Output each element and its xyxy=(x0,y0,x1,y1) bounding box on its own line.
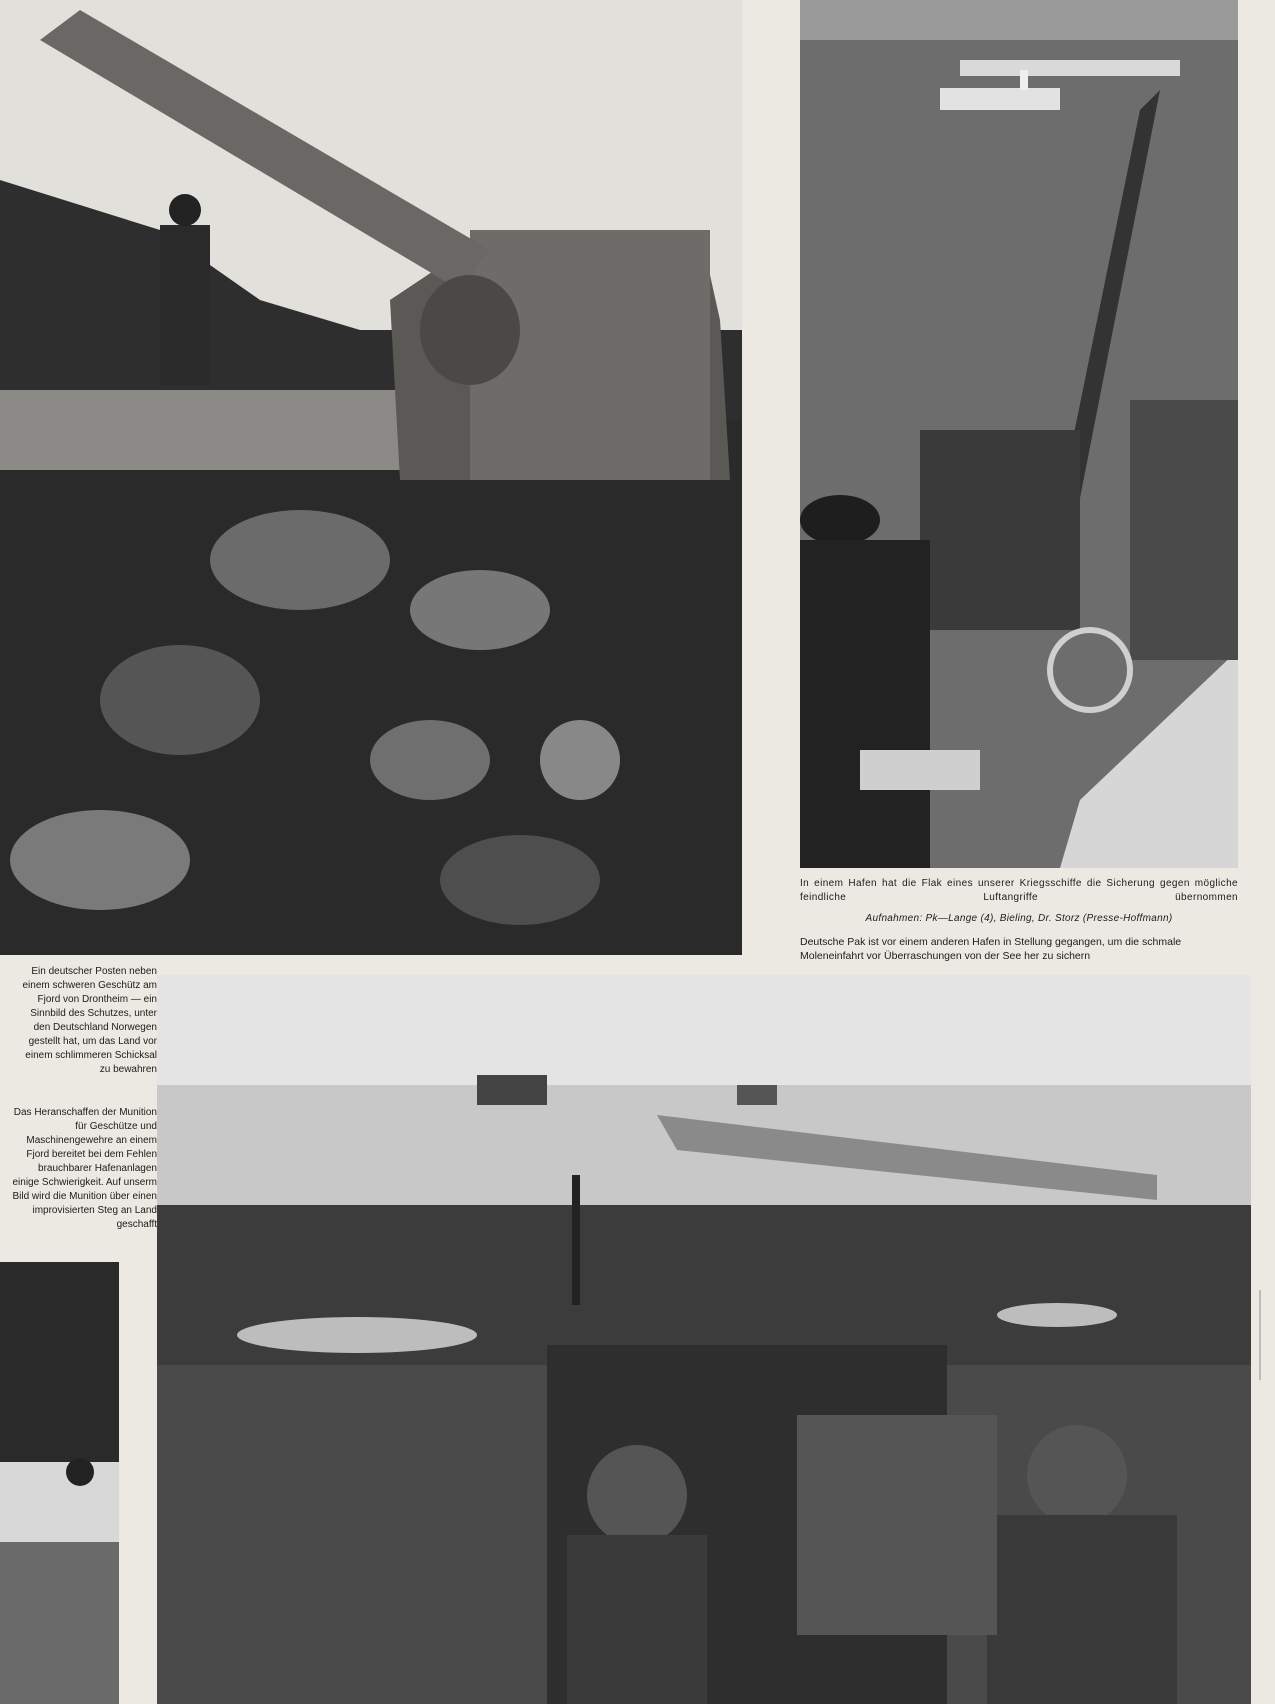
photo-flak-gun xyxy=(800,0,1238,868)
photo-munition-strip xyxy=(0,1262,119,1704)
photo-pak-crew xyxy=(157,975,1251,1704)
caption-sentry: Ein deutscher Posten neben einem schweren Geschütz am Fjord von Drontheim — ein Sinnbild des Schutzes, unter den Deutschland Norwegen gestellt hat, um das Land vor einem schlimmeren Schicksal zu bewahren xyxy=(22,966,157,1075)
photo-heavy-gun xyxy=(0,0,742,955)
caption-pak: Deutsche Pak ist vor einem anderen Hafen in Stellung gegangen, um die schmale Moleneinfahrt vor Überraschungen von der See her zu sichern xyxy=(800,936,1182,962)
photo-credit: Aufnahmen: Pk—Lange (4), Bieling, Dr. Storz (Presse-Hoffmann) xyxy=(865,913,1173,924)
caption-munition: Das Heranschaffen der Munition für Geschütze und Maschinengewehre an einem Fjord bereitet bei dem Fehlen brauchbarer Hafenanlagen einige Schwierigkeit. Auf unserm Bild wird die Munition über einen improvisierten Steg an Land geschafft xyxy=(12,1107,157,1230)
page-edge-mark xyxy=(1259,1290,1261,1380)
caption-flak: In einem Hafen hat die Flak eines unserer Kriegsschiffe die Sicherung gegen mögliche feindliche Luftangriffe übernommen xyxy=(800,878,1238,903)
